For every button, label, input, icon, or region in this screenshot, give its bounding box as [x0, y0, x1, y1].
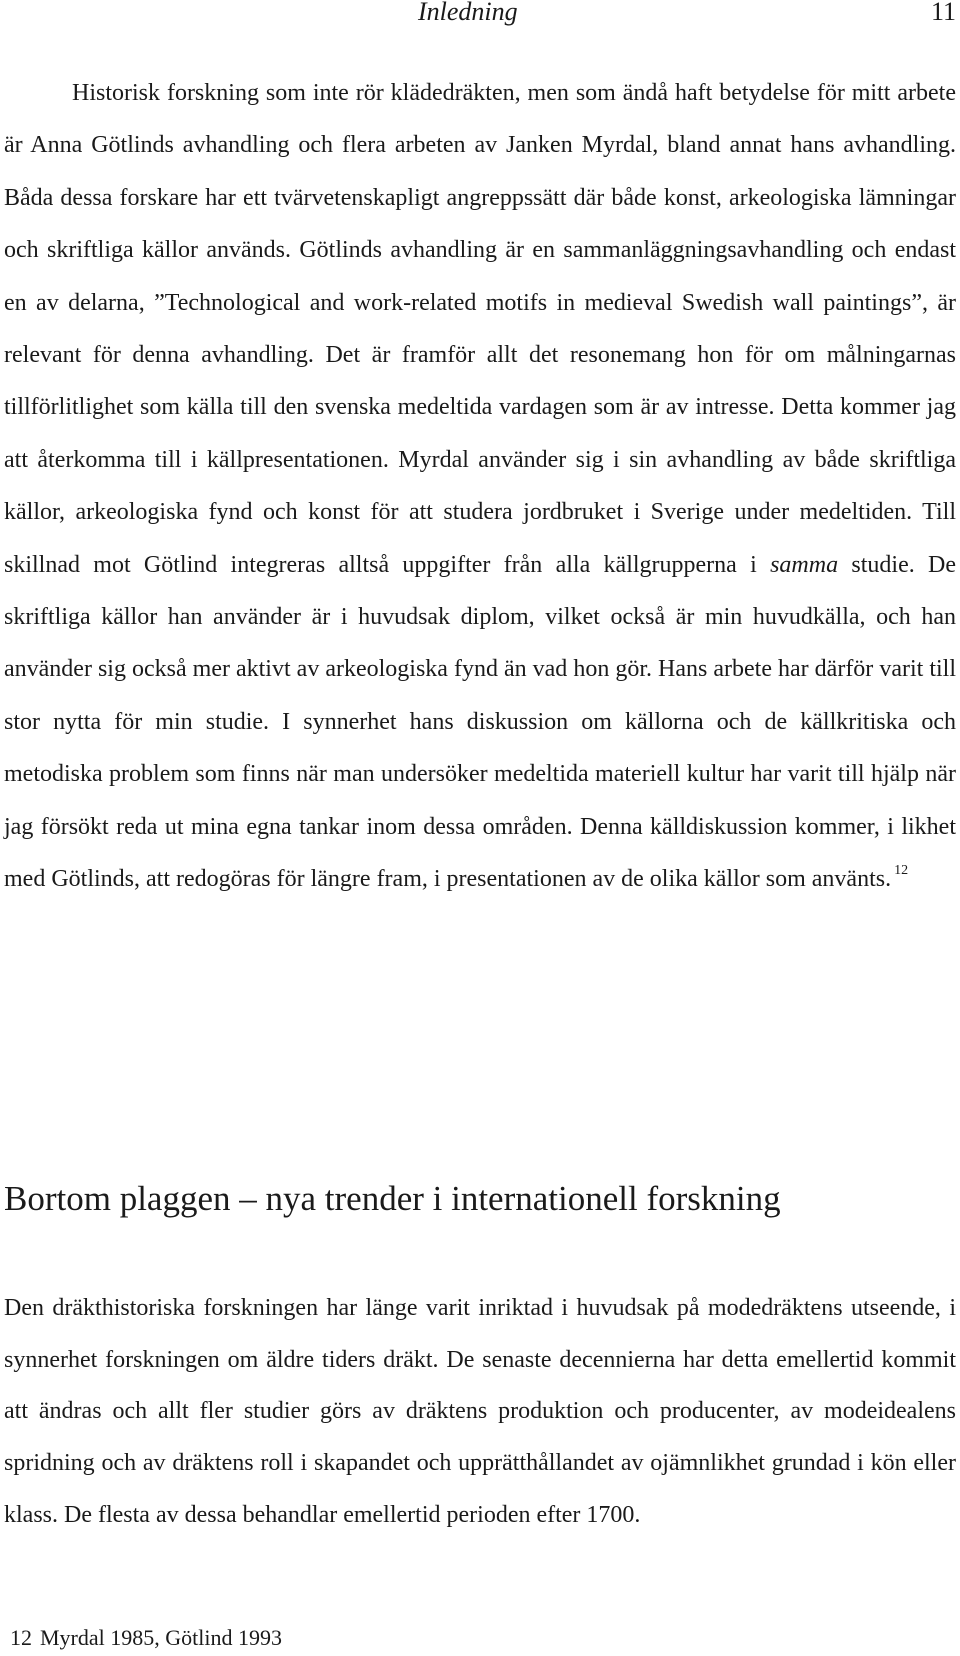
paragraph-1-text-b: studie. De skriftliga källor han använder är i huvudsak diplom, vilket också är min huvudkälla, och han använder sig också mer aktivt av arkeologiska fynd än vad hon gör. Hans arbete har därför varit till stor nytta för min studie. I synnerhet hans diskussion om källorna och de källkritiska och metodiska problem som finns när man undersöker medeltida materiell kultur har varit till hjälp när jag försökt reda ut mina egna tankar inom dessa områden. Denna källdiskussion kommer, i likhet med Götlinds, att redogöras för längre fram, i presentationen av de olika källor som använts. [4, 551, 956, 893]
page-number: 11 [930, 0, 956, 26]
footnote-reference: 12 [894, 863, 909, 879]
body-paragraph-2: Den dräkthistoriska forskningen har länge varit inriktad i huvudsak på modedräktens utseende, i synnerhet forskningen om äldre tiders dräkt. De senaste decennierna har detta emellertid kommit att ändras och allt fler studier görs av dräktens produktion och producenter, av modeidealens spridning och av dräktens roll i skapandet och upprätthållandet av ojämnlikhet grundad i kön eller klass. De flesta av dessa behandlar emellertid perioden efter 1700. [4, 1295, 956, 1528]
page-header [0, 0, 960, 34]
footnote-text: Myrdal 1985, Götlind 1993 [40, 1625, 282, 1650]
emphasized-word: samma [770, 551, 839, 578]
footnote [10, 1625, 282, 1651]
section-heading: Bortom plaggen – nya trender i internationell forskning [4, 1179, 781, 1218]
running-title: Inledning [418, 0, 518, 26]
body-paragraph-1 [4, 67, 956, 910]
footnote-number: 12 [10, 1625, 32, 1650]
paragraph-1-text-a: Historisk forskning som inte rör klädedräkten, men som ändå haft betydelse för mitt arbete är Anna Götlinds avhandling och flera arbeten av Janken Myrdal, bland annat hans avhandling. Båda dessa forskare har ett tvärvetenskapligt angreppssätt där både konst, arkeologiska lämningar och skriftliga källor används. Götlinds avhandling är en sammanläggningsavhandling och endast en av delarna, ”Technological and work-related motifs in medieval Swedish wall paintings”, är relevant för denna avhandling. Det är framför allt det resonemang hon för om målningarnas tillförlitlighet som källa till den svenska medeltida vardagen som är av intresse. Detta kommer jag att återkomma till i källpresentationen. Myrdal använder sig i sin avhandling av både skriftliga källor, arkeologiska fynd och konst för att studera jordbruket i Sverige under medeltiden. Till skillnad mot Götlind integreras alltså uppgifter från alla källgrupperna i [4, 80, 956, 578]
